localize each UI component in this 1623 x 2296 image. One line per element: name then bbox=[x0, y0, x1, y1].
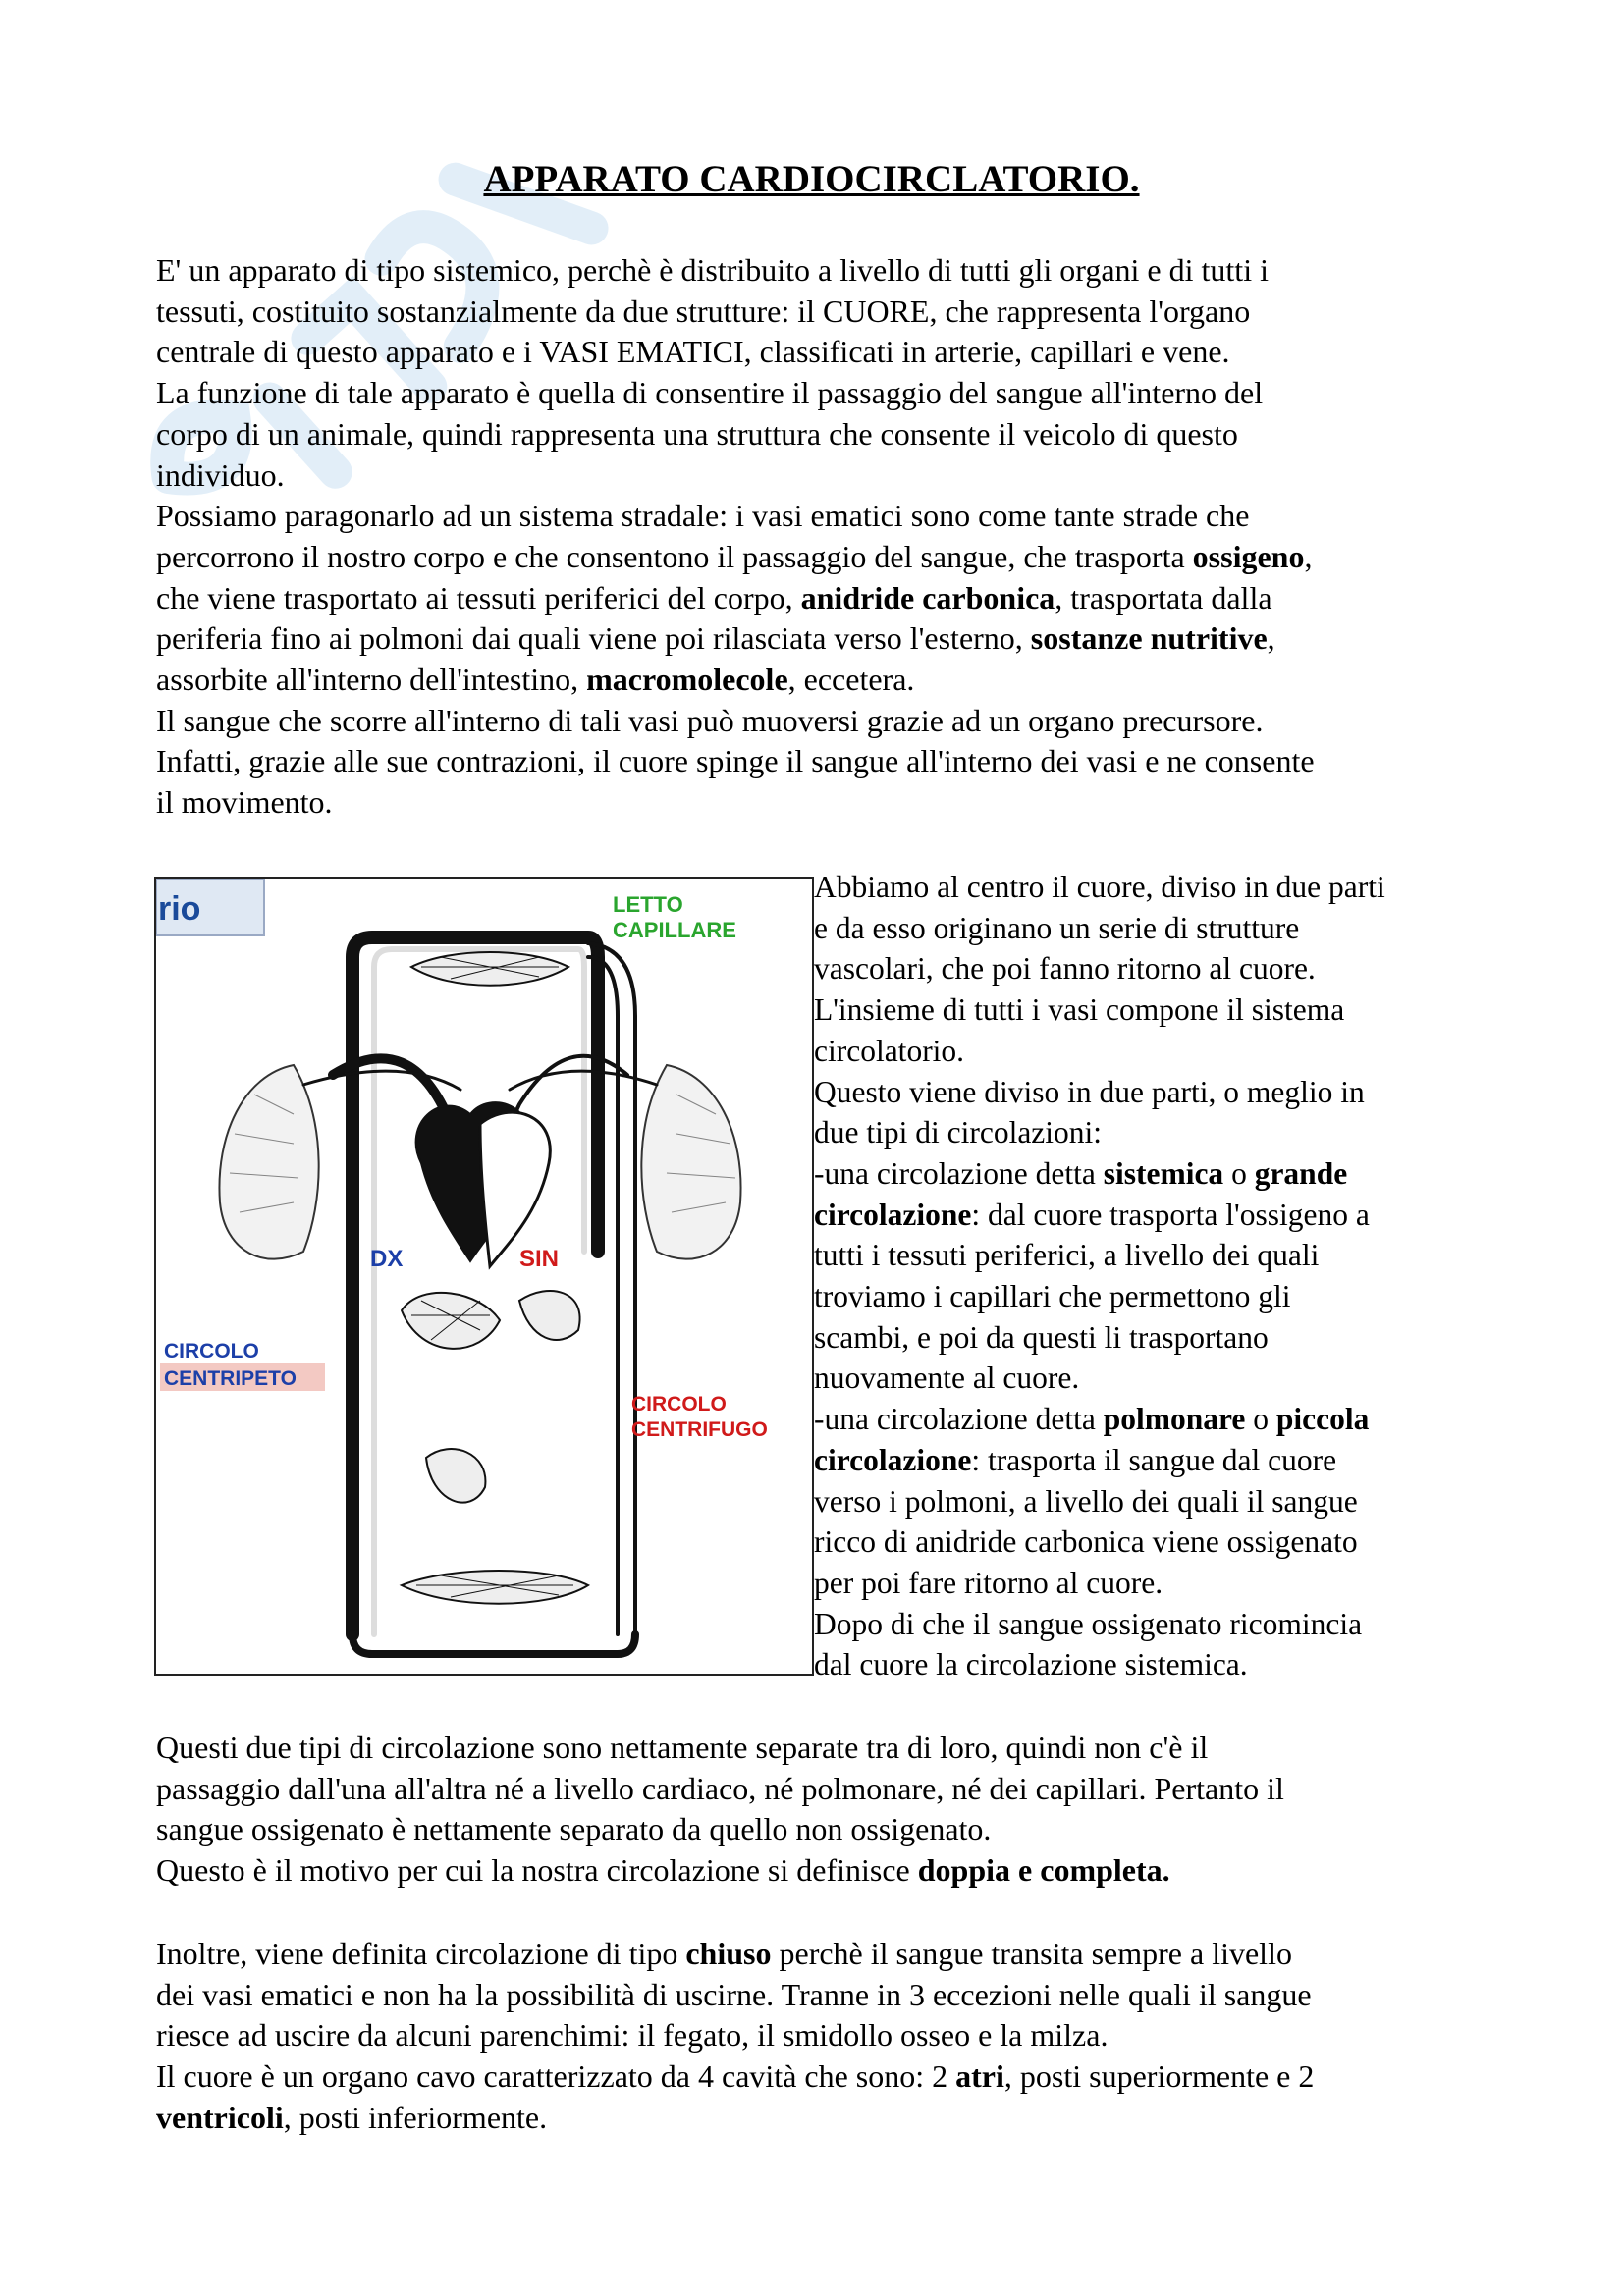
label-circolo-centrifugo: CIRCOLO bbox=[631, 1393, 727, 1415]
side-line: Dopo di che il sangue ossigenato ricomincia bbox=[814, 1606, 1363, 1641]
heart-left-side bbox=[480, 1112, 550, 1266]
side-line: Abbiamo al centro il cuore, diviso in due parti bbox=[814, 870, 1385, 904]
side-line: -una circolazione detta bbox=[814, 1402, 1104, 1437]
intro-line: assorbite all'interno dell'intestino, bbox=[156, 662, 587, 698]
organ-capillary-bed bbox=[426, 1449, 485, 1503]
closed-line: , posti inferiormente. bbox=[283, 2099, 548, 2135]
closed-line: Inoltre, viene definita circolazione di tipo bbox=[156, 1936, 686, 1971]
bold-term: macromolecole bbox=[586, 662, 788, 698]
organ-capillary-bed bbox=[402, 1293, 500, 1349]
intro-line: , eccetera. bbox=[787, 662, 915, 698]
side-line: o bbox=[1245, 1402, 1276, 1437]
circulation-diagram bbox=[154, 877, 814, 1676]
separation-line: passaggio dall'una all'altra né a livello cardiaco, né polmonare, né dei capillari. Pertanto il bbox=[156, 1770, 1284, 1806]
side-line: circolatorio. bbox=[814, 1033, 965, 1068]
bold-term: anidride carbonica bbox=[800, 579, 1055, 615]
bold-term: polmonare bbox=[1103, 1402, 1246, 1437]
intro-line: E' un apparato di tipo sistemico, perchè è distribuito a livello di tutti gli organi e di tutti i bbox=[156, 252, 1269, 288]
corner-label: rio bbox=[158, 890, 201, 928]
intro-line: percorrono il nostro corpo e che consentono il passaggio del sangue, che trasporta bbox=[156, 538, 1193, 574]
label-circolo-centrifugo: CENTRIFUGO bbox=[631, 1418, 768, 1441]
intro-line: , bbox=[1304, 538, 1313, 574]
closed-circulation-paragraph bbox=[156, 1934, 1484, 2139]
bold-term: ossigeno bbox=[1192, 538, 1305, 574]
separation-line: Questo è il motivo per cui la nostra circolazione si definisce bbox=[156, 1852, 918, 1889]
label-letto-capillare: CAPILLARE bbox=[613, 918, 736, 942]
side-line: due tipi di circolazioni: bbox=[814, 1115, 1103, 1150]
bold-term: circolazione bbox=[814, 1442, 972, 1477]
side-line: per poi fare ritorno al cuore. bbox=[814, 1565, 1163, 1600]
side-line: e da esso originano un serie di strutture bbox=[814, 910, 1300, 945]
side-line: : trasporta il sangue dal cuore bbox=[971, 1442, 1337, 1477]
side-line: dal cuore la circolazione sistemica. bbox=[814, 1647, 1248, 1682]
page-title: APPARATO CARDIOCIRCLATORIO. bbox=[483, 158, 1140, 200]
bold-term: grande bbox=[1254, 1155, 1348, 1191]
separation-line: Questi due tipi di circolazione sono nettamente separate tra di loro, quindi non c'è il bbox=[156, 1730, 1209, 1765]
intro-line: il movimento. bbox=[156, 784, 333, 821]
side-line: nuovamente al cuore. bbox=[814, 1361, 1080, 1396]
intro-line: che viene trasportato ai tessuti periferici del corpo, bbox=[156, 579, 801, 615]
intro-line: tessuti, costituito sostanzialmente da due strutture: il CUORE, che rappresenta l'organo bbox=[156, 293, 1251, 329]
side-line: ricco di anidride carbonica viene ossigenato bbox=[814, 1524, 1358, 1560]
lung-right bbox=[641, 1065, 740, 1259]
intro-line: individuo. bbox=[156, 456, 285, 493]
intro-line: Il sangue che scorre all'interno di tali vasi può muoversi grazie ad un organo precursore. bbox=[156, 702, 1264, 738]
label-circolo-centripeto: CIRCOLO bbox=[164, 1340, 259, 1362]
closed-line: , posti superiormente e 2 bbox=[1003, 2058, 1315, 2095]
side-line: o bbox=[1223, 1155, 1255, 1191]
intro-line: periferia fino ai polmoni dai quali viene poi rilasciata verso l'esterno, bbox=[156, 620, 1031, 657]
side-paragraph bbox=[814, 867, 1491, 1685]
label-dx: DX bbox=[370, 1246, 404, 1272]
separation-line: sangue ossigenato è nettamente separato da quello non ossigenato. bbox=[156, 1811, 992, 1847]
side-line: L'insieme di tutti i vasi compone il sistema bbox=[814, 992, 1345, 1028]
intro-line: La funzione di tale apparato è quella di consentire il passaggio del sangue all'interno del bbox=[156, 375, 1264, 411]
bold-term: circolazione bbox=[814, 1197, 972, 1232]
intro-line: , bbox=[1267, 620, 1275, 657]
closed-line: perchè il sangue transita sempre a livello bbox=[771, 1936, 1292, 1971]
side-line: Questo viene diviso in due parti, o meglio in bbox=[814, 1074, 1365, 1109]
bold-term: piccola bbox=[1275, 1402, 1370, 1437]
bold-term: doppia e completa. bbox=[917, 1852, 1170, 1889]
side-line: -una circolazione detta bbox=[814, 1155, 1104, 1191]
side-line: tutti i tessuti periferici, a livello dei quali bbox=[814, 1238, 1320, 1273]
lung-left bbox=[219, 1065, 318, 1259]
vessel-network bbox=[303, 937, 657, 1654]
bold-term: sostanze nutritive bbox=[1030, 620, 1268, 657]
capillary-bed-bottom bbox=[402, 1571, 588, 1604]
circulation-diagram-svg bbox=[156, 879, 812, 1674]
side-line: vascolari, che poi fanno ritorno al cuore. bbox=[814, 951, 1316, 987]
intro-line: Possiamo paragonarlo ad un sistema stradale: i vasi ematici sono come tante strade che bbox=[156, 498, 1250, 534]
intro-line: centrale di questo apparato e i VASI EMATICI, classificati in arterie, capillari e vene. bbox=[156, 334, 1230, 370]
bold-term: ventricoli bbox=[156, 2099, 284, 2135]
label-sin: SIN bbox=[519, 1246, 560, 1272]
organ-capillary-bed bbox=[519, 1291, 580, 1340]
intro-line: Infatti, grazie alle sue contrazioni, il cuore spinge il sangue all'interno dei vasi e ne consente bbox=[156, 743, 1315, 779]
side-line: verso i polmoni, a livello dei quali il sangue bbox=[814, 1483, 1358, 1519]
label-circolo-centripeto: CENTRIPETO bbox=[164, 1367, 297, 1390]
capillary-mesh bbox=[411, 957, 573, 1597]
side-line: troviamo i capillari che permettono gli bbox=[814, 1279, 1291, 1314]
side-line: scambi, e poi da questi li trasportano bbox=[814, 1319, 1269, 1355]
bold-term: sistemica bbox=[1103, 1155, 1224, 1191]
intro-line: , trasportata dalla bbox=[1055, 579, 1272, 615]
bold-term: chiuso bbox=[685, 1936, 772, 1971]
intro-paragraph bbox=[156, 250, 1484, 824]
closed-line: riesce ad uscire da alcuni parenchimi: il fegato, il smidollo osseo e la milza. bbox=[156, 2017, 1109, 2054]
bold-term: atri bbox=[955, 2058, 1004, 2095]
closed-line: dei vasi ematici e non ha la possibilità di uscirne. Tranne in 3 eccezioni nelle quali il sangue bbox=[156, 1976, 1312, 2012]
label-letto-capillare: LETTO bbox=[613, 892, 683, 917]
intro-line: corpo di un animale, quindi rappresenta una struttura che consente il veicolo di questo bbox=[156, 415, 1238, 452]
side-line: : dal cuore trasporta l'ossigeno a bbox=[971, 1197, 1370, 1232]
separation-paragraph bbox=[156, 1728, 1484, 1892]
closed-line: Il cuore è un organo cavo caratterizzato da 4 cavità che sono: 2 bbox=[156, 2058, 956, 2095]
